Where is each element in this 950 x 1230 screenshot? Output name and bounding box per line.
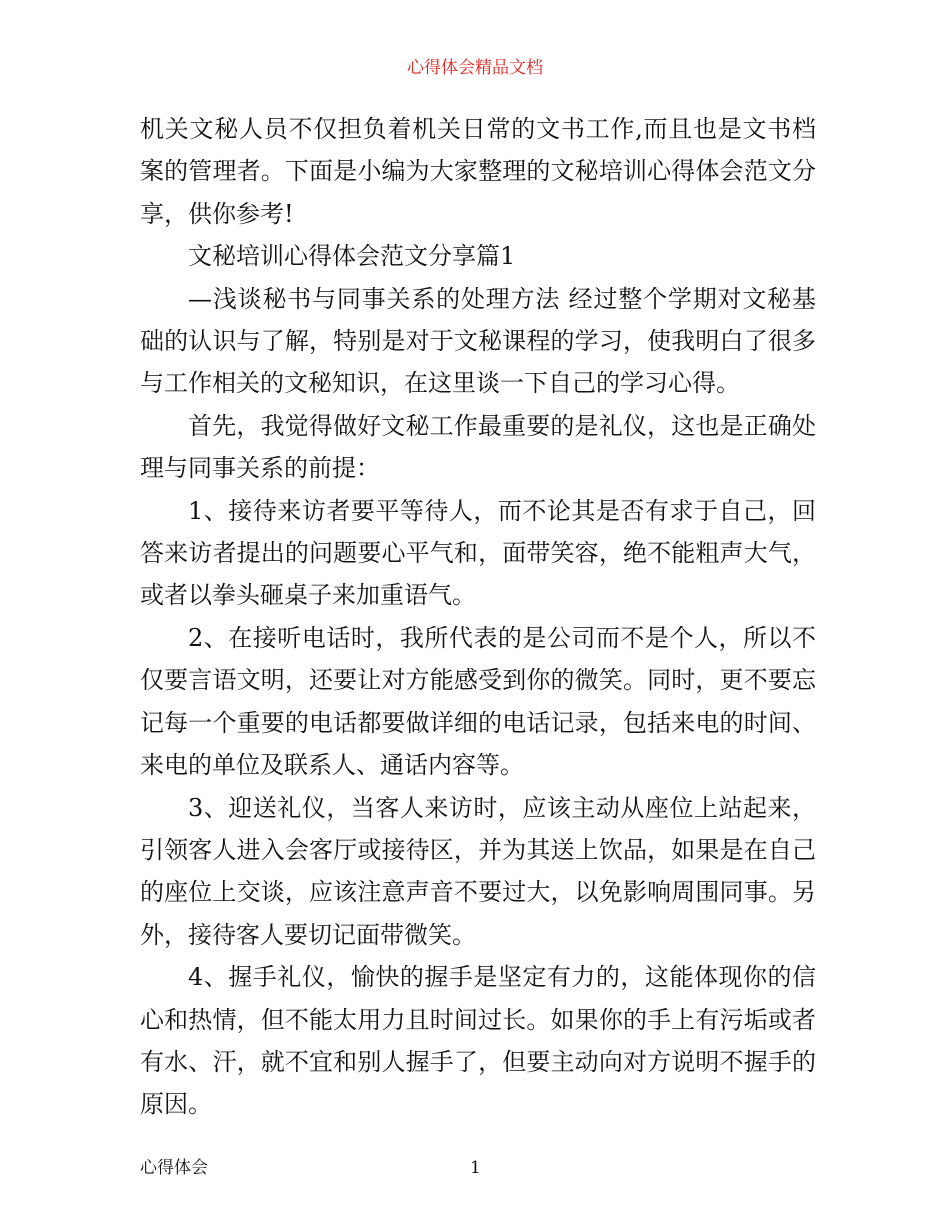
page-number: 1 <box>470 1158 481 1178</box>
section-heading: 文秘培训心得体会范文分享篇1 <box>188 242 516 271</box>
body-paragraph: —浅谈秘书与同事关系的处理方法 经过整个学期对文秘基础的认识与了解，特别是对于文秘课程的学习，使我明白了很多与工作相关的文秘知识，在这里谈一下自己的学习心得。 <box>140 284 816 398</box>
document-body <box>140 108 816 1126</box>
list-item-paragraph: 3、迎送礼仪，当客人来访时，应该主动从座位上站起来，引领客人进入会客厅或接待区，并为其送上饮品，如果是在自己的座位上交谈，应该注意声音不要过大，以免影响周围同事。另外，接待客人要切记面带微笑。 <box>140 793 816 949</box>
list-item-paragraph: 2、在接听电话时，我所代表的是公司而不是个人，所以不仅要言语文明，还要让对方能感受到你的微笑。同时，更不要忘记每一个重要的电话都要做详细的电话记录，包括来电的时间、来电的单位及联系人、通话内容等。 <box>140 623 816 780</box>
document-header-title: 心得体会精品文档 <box>407 58 543 78</box>
footer-label: 心得体会 <box>140 1158 208 1178</box>
body-paragraph: 首先，我觉得做好文秘工作最重要的是礼仪，这也是正确处理与同事关系的前提： <box>140 411 816 483</box>
list-item-paragraph: 4、握手礼仪，愉快的握手是坚定有力的，这能体现你的信心和热情，但不能太用力且时间过长。如果你的手上有污垢或者有水、汗，就不宜和别人握手了，但要主动向对方说明不握手的原因。 <box>140 963 816 1119</box>
list-item-paragraph: 1、接待来访者要平等待人，而不论其是否有求于自己，回答来访者提出的问题要心平气和，面带笑容，绝不能粗声大气，或者以拳头砸桌子来加重语气。 <box>140 496 816 610</box>
intro-paragraph: 机关文秘人员不仅担负着机关日常的文书工作,而且也是文书档案的管理者。下面是小编为大家整理的文秘培训心得体会范文分享，供你参考! <box>140 115 816 228</box>
